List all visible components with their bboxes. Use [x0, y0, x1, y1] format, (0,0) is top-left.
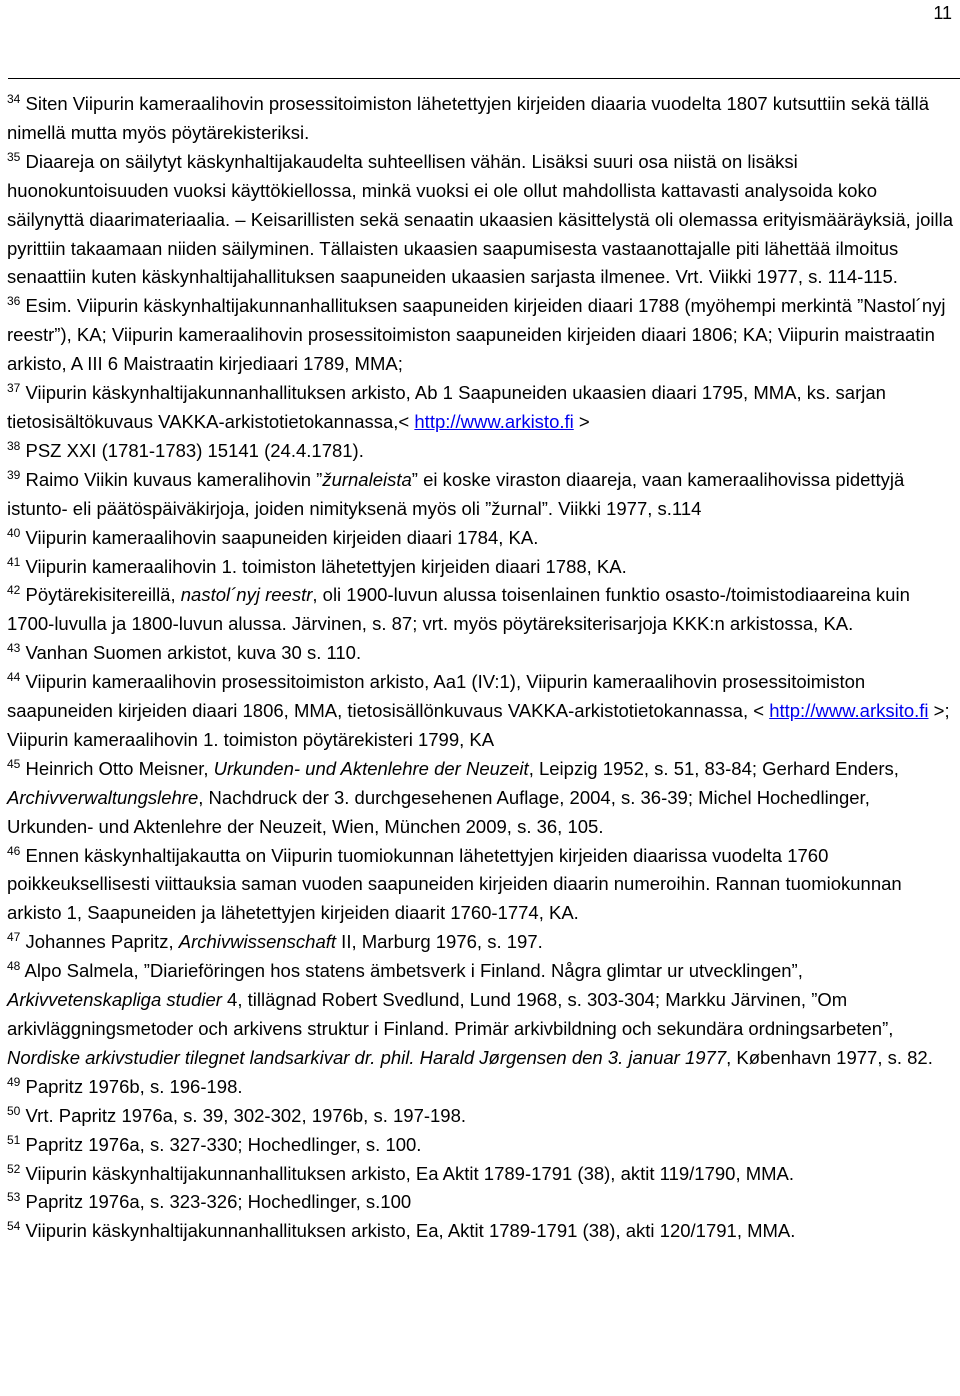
footnote-50: [7, 1102, 955, 1131]
footnote-separator: [8, 78, 960, 79]
footnote-text: , Leipzig 1952, s. 51, 83-84; Gerhard Enders,: [528, 757, 899, 779]
footnote-number: 54: [7, 1219, 21, 1234]
footnote-number: 43: [7, 641, 21, 656]
footnote-44: [7, 668, 955, 755]
footnote-number: 49: [7, 1074, 21, 1089]
footnote-italic: Nordiske arkivstudier tilegnet landsarkivar dr. phil. Harald Jørgensen den 3. januar 1977: [7, 1046, 727, 1068]
footnote-italic: Archivverwaltungslehre: [7, 786, 199, 808]
footnote-text: Alpo Salmela, ”Diarieföringen hos statens ämbetsverk i Finland. Några glimtar ur utvecklingen”,: [20, 960, 803, 982]
footnote-41: [7, 553, 955, 582]
footnote-35: [7, 148, 955, 293]
footnote-text: Raimo Viikin kuvaus kameralihovin ”: [20, 468, 323, 490]
footnote-number: 35: [7, 149, 21, 164]
footnote-text: Papritz 1976a, s. 323-326; Hochedlinger, s.100: [20, 1191, 412, 1213]
footnote-number: 41: [7, 554, 21, 569]
footnote-italic: nastol´nyj reestr: [180, 584, 313, 606]
footnote-text: Papritz 1976b, s. 196-198.: [20, 1075, 243, 1097]
footnote-text: ” ei koske viraston diaareja, vaan kameraalihovissa pidettyjä istunto- eli päätöspäiväkirjoja, joiden nimityksenä myös oli ”žurnal”. Viikki 1977, s.114: [7, 468, 905, 519]
footnote-text: , København 1977, s. 82.: [726, 1046, 933, 1068]
footnote-text: II, Marburg 1976, s. 197.: [336, 931, 543, 953]
footnote-number: 38: [7, 438, 21, 453]
footnote-text: Ennen käskynhaltijakautta on Viipurin tuomiokunnan lähetettyjen kirjeiden diaarissa vuodelta 1760 poikkeuksellisesti viittauksia saman vuoden saapuneiden kirjeiden diaarin numeroihin. Rannan tuomiokunnan arkisto 1, Saapuneiden ja lähetettyjen kirjeiden diaarit 1760-1774, KA.: [7, 844, 902, 924]
footnote-number: 46: [7, 843, 21, 858]
footnote-text: Viipurin kameraalihovin saapuneiden kirjeiden diaari 1784, KA.: [20, 526, 539, 548]
footnote-38: [7, 437, 955, 466]
footnote-text: Viipurin käskynhaltijakunnanhallituksen arkisto, Ea, Aktit 1789-1791 (38), akti 120/1791, MMA.: [20, 1220, 796, 1242]
footnote-number: 48: [7, 959, 21, 974]
footnote-text: Vanhan Suomen arkistot, kuva 30 s. 110.: [20, 642, 362, 664]
footnote-40: [7, 524, 955, 553]
footnote-text: Siten Viipurin kameraalihovin prosessitoimiston lähetettyjen kirjeiden diaaria vuodelta 1807 kutsuttiin sekä tällä nimellä mutta myös pöytärekisteriksi.: [7, 93, 930, 143]
footnote-text: , oli 1900-luvun alussa toisenlainen funktio osasto-/toimistodiaareina kuin 1700-luvulla ja 1800-luvun alussa. Järvinen, s. 87; vrt. myös pöytäreksiterisarjoja KKK:n arkistossa, KA.: [7, 584, 910, 635]
footnote-34: [7, 90, 955, 148]
footnote-number: 42: [7, 583, 21, 598]
footnote-43: [7, 639, 955, 668]
footnote-number: 40: [7, 525, 21, 540]
footnote-text: Viipurin kameraalihovin prosessitoimiston arkisto, Aa1 (IV:1), Viipurin kameraalihovin prosessitoimiston saapuneiden kirjeiden diaari 1806, MMA, tietosisällönkuvaus VAKKA-arkistotietokannassa, <: [7, 671, 866, 722]
footnote-text: 4, tillägnad Robert Svedlund, Lund 1968, s. 303-304; Markku Järvinen, ”Om arkivläggningsmetoder och arkivens struktur i Finland. Primär arkivbildning och sekundära ordningsarbeten”,: [7, 989, 894, 1039]
footnote-text: >; Viipurin kameraalihovin 1. toimiston pöytärekisteri 1799, KA: [7, 700, 950, 750]
footnote-47: [7, 928, 955, 957]
footnote-number: 50: [7, 1103, 21, 1118]
footnote-number: 36: [7, 294, 21, 309]
footnote-number: 51: [7, 1132, 21, 1147]
footnote-45: [7, 755, 955, 842]
footnote-number: 47: [7, 930, 21, 945]
footnote-54: [7, 1217, 955, 1246]
footnotes-list: [7, 90, 955, 1246]
footnote-48: [7, 957, 955, 1073]
footnote-text: Viipurin kameraalihovin 1. toimiston lähetettyjen kirjeiden diaari 1788, KA.: [20, 555, 627, 577]
footnote-53: [7, 1188, 955, 1217]
footnote-36: [7, 292, 955, 379]
footnote-number: 53: [7, 1190, 21, 1205]
footnote-46: [7, 842, 955, 929]
footnote-italic: Urkunden- und Aktenlehre der Neuzeit: [213, 757, 529, 779]
footnote-number: 44: [7, 669, 21, 684]
footnote-51: [7, 1131, 955, 1160]
page-number: 11: [933, 3, 952, 23]
footnote-42: [7, 581, 955, 639]
footnote-number: 37: [7, 380, 21, 395]
footnote-italic: žurnaleista: [322, 468, 412, 490]
footnote-text: >: [573, 410, 590, 432]
footnote-39: [7, 466, 955, 524]
footnote-text: Heinrich Otto Meisner,: [20, 757, 214, 779]
footnote-text: Viipurin käskynhaltijakunnanhallituksen arkisto, Ea Aktit 1789-1791 (38), aktit 119/1790, MMA.: [20, 1162, 795, 1184]
footnote-text: PSZ XXI (1781-1783) 15141 (24.4.1781).: [20, 439, 364, 461]
footnote-number: 45: [7, 756, 21, 771]
footnote-text: Viipurin käskynhaltijakunnanhallituksen arkisto, Ab 1 Saapuneiden ukaasien diaari 1795, MMA, ks. sarjan tietosisältökuvaus VAKKA-arkistotietokannassa,<: [7, 382, 886, 432]
footnote-text: , Nachdruck der 3. durchgesehenen Auflage, 2004, s. 36-39; Michel Hochedlinger, Urkunden- und Aktenlehre der Neuzeit, Wien, München 2009, s. 36, 105.: [7, 786, 870, 837]
footnote-text: Johannes Papritz,: [20, 931, 179, 953]
arksito-link[interactable]: http://www.arksito.fi: [769, 700, 929, 722]
footnote-text: Pöytärekisitereillä,: [20, 584, 181, 606]
footnote-text: Esim. Viipurin käskynhaltijakunnanhallituksen saapuneiden kirjeiden diaari 1788 (myöhempi merkintä ”Nastol´nyj reestr”), KA; Viipurin kameraalihovin prosessitoimiston saapuneiden kirjeiden diaari 1806; KA; Viipurin maistraatin arkisto, A III 6 Maistraatin kirjediaari 1789, MMA;: [7, 295, 946, 375]
footnote-text: Papritz 1976a, s. 327-330; Hochedlinger, s. 100.: [20, 1133, 422, 1155]
arkisto-link[interactable]: http://www.arkisto.fi: [414, 410, 574, 432]
footnote-37: [7, 379, 955, 437]
footnote-49: [7, 1073, 955, 1102]
footnote-text: Diaareja on säilytyt käskynhaltijakaudelta suhteellisen vähän. Lisäksi suuri osa niistä on lisäksi huonokuntoisuuden vuoksi käyttökiellossa, minkä vuoksi ei ole ollut mahdollista kattavasti analysoida koko säilynyttä diaarimateriaalia. – Keisarillisten sekä senaatin ukaasien käsittelystä oli olemassa erityismääräyksiä, joilla pyrittiin takaamaan niiden säilyminen. Tällaisten ukaasien saapumisesta vastaanottajalle piti lähettää ilmoitus senaattiin kuten käskynhaltijahallituksen saapuneiden ukaasien sarjasta ilmenee. Vrt. Viikki 1977, s. 114-115.: [7, 150, 953, 288]
footnote-italic: Arkivvetenskapliga studier: [7, 989, 222, 1011]
footnote-number: 34: [7, 91, 21, 106]
footnote-number: 52: [7, 1161, 21, 1176]
footnote-text: Vrt. Papritz 1976a, s. 39, 302-302, 1976b, s. 197-198.: [20, 1104, 467, 1126]
footnote-italic: Archivwissenschaft: [178, 931, 337, 953]
footnote-52: [7, 1160, 955, 1189]
footnote-number: 39: [7, 467, 21, 482]
